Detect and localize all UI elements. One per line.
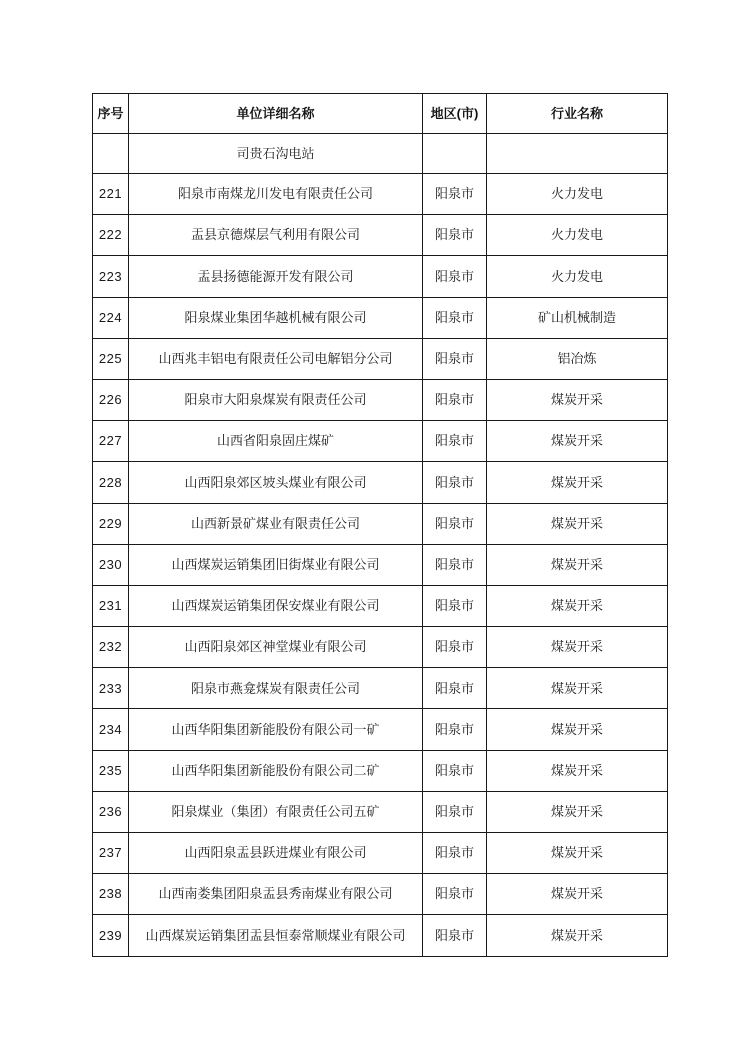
cell-region: 阳泉市	[423, 709, 487, 750]
cell-region: 阳泉市	[423, 833, 487, 874]
table-row	[93, 134, 668, 174]
cell-region: 阳泉市	[423, 627, 487, 668]
cell-no: 231	[93, 585, 129, 626]
cell-no: 222	[93, 215, 129, 256]
cell-name: 山西煤炭运销集团盂县恒泰常顺煤业有限公司	[129, 915, 423, 956]
cell-name: 山西阳泉郊区坡头煤业有限公司	[129, 462, 423, 503]
cell-region: 阳泉市	[423, 338, 487, 379]
cell-region: 阳泉市	[423, 668, 487, 709]
cell-name: 山西华阳集团新能股份有限公司一矿	[129, 709, 423, 750]
cell-no: 235	[93, 750, 129, 791]
cell-industry: 煤炭开采	[487, 627, 668, 668]
cell-region: 阳泉市	[423, 379, 487, 420]
cell-name: 山西兆丰铝电有限责任公司电解铝分公司	[129, 338, 423, 379]
col-header-no: 序号	[93, 94, 129, 134]
cell-industry: 煤炭开采	[487, 544, 668, 585]
cell-name: 山西省阳泉固庄煤矿	[129, 421, 423, 462]
cell-industry: 煤炭开采	[487, 791, 668, 832]
cell-region: 阳泉市	[423, 297, 487, 338]
cell-no: 237	[93, 833, 129, 874]
cell-industry: 火力发电	[487, 215, 668, 256]
table-row	[93, 791, 668, 832]
cell-name: 山西煤炭运销集团旧街煤业有限公司	[129, 544, 423, 585]
cell-no: 229	[93, 503, 129, 544]
cell-name: 阳泉煤业集团华越机械有限公司	[129, 297, 423, 338]
cell-region: 阳泉市	[423, 256, 487, 297]
cell-region: 阳泉市	[423, 174, 487, 215]
cell-industry: 煤炭开采	[487, 668, 668, 709]
cell-no: 230	[93, 544, 129, 585]
col-header-industry: 行业名称	[487, 94, 668, 134]
table-row	[93, 668, 668, 709]
cell-no: 233	[93, 668, 129, 709]
cell-industry: 煤炭开采	[487, 503, 668, 544]
table-row	[93, 174, 668, 215]
cell-region: 阳泉市	[423, 421, 487, 462]
cell-industry: 煤炭开采	[487, 833, 668, 874]
table-row	[93, 462, 668, 503]
cell-name: 阳泉煤业（集团）有限责任公司五矿	[129, 791, 423, 832]
cell-no: 227	[93, 421, 129, 462]
table-row	[93, 297, 668, 338]
cell-no: 226	[93, 379, 129, 420]
table-row	[93, 750, 668, 791]
cell-region: 阳泉市	[423, 750, 487, 791]
cell-region: 阳泉市	[423, 215, 487, 256]
cell-name: 山西南娄集团阳泉盂县秀南煤业有限公司	[129, 874, 423, 915]
cell-region: 阳泉市	[423, 585, 487, 626]
table-row	[93, 833, 668, 874]
cell-no: 228	[93, 462, 129, 503]
cell-name: 山西阳泉盂县跃进煤业有限公司	[129, 833, 423, 874]
company-table	[92, 93, 668, 957]
cell-no: 225	[93, 338, 129, 379]
table-row	[93, 544, 668, 585]
cell-industry: 煤炭开采	[487, 421, 668, 462]
cell-no: 223	[93, 256, 129, 297]
cell-no: 238	[93, 874, 129, 915]
cell-industry	[487, 134, 668, 174]
cell-no	[93, 134, 129, 174]
cell-industry: 火力发电	[487, 174, 668, 215]
cell-name: 山西新景矿煤业有限责任公司	[129, 503, 423, 544]
table-row	[93, 709, 668, 750]
cell-name: 山西阳泉郊区神堂煤业有限公司	[129, 627, 423, 668]
cell-no: 239	[93, 915, 129, 956]
table-row	[93, 503, 668, 544]
table-row	[93, 627, 668, 668]
cell-no: 232	[93, 627, 129, 668]
table-row	[93, 379, 668, 420]
cell-no: 224	[93, 297, 129, 338]
cell-name: 盂县扬德能源开发有限公司	[129, 256, 423, 297]
table-row	[93, 421, 668, 462]
cell-industry: 煤炭开采	[487, 750, 668, 791]
cell-industry: 煤炭开采	[487, 709, 668, 750]
cell-industry: 火力发电	[487, 256, 668, 297]
cell-name: 司贵石沟电站	[129, 134, 423, 174]
col-header-name: 单位详细名称	[129, 94, 423, 134]
cell-no: 236	[93, 791, 129, 832]
cell-industry: 矿山机械制造	[487, 297, 668, 338]
table-row	[93, 338, 668, 379]
cell-region: 阳泉市	[423, 544, 487, 585]
cell-region: 阳泉市	[423, 791, 487, 832]
cell-industry: 煤炭开采	[487, 379, 668, 420]
cell-name: 阳泉市燕龛煤炭有限责任公司	[129, 668, 423, 709]
cell-industry: 煤炭开采	[487, 874, 668, 915]
cell-region: 阳泉市	[423, 874, 487, 915]
cell-region: 阳泉市	[423, 915, 487, 956]
cell-industry: 煤炭开采	[487, 462, 668, 503]
cell-name: 盂县京德煤层气利用有限公司	[129, 215, 423, 256]
table-row	[93, 215, 668, 256]
cell-industry: 煤炭开采	[487, 585, 668, 626]
col-header-region: 地区(市)	[423, 94, 487, 134]
cell-name: 阳泉市南煤龙川发电有限责任公司	[129, 174, 423, 215]
cell-no: 234	[93, 709, 129, 750]
cell-region: 阳泉市	[423, 462, 487, 503]
cell-no: 221	[93, 174, 129, 215]
cell-region: 阳泉市	[423, 503, 487, 544]
cell-industry: 煤炭开采	[487, 915, 668, 956]
table-row	[93, 256, 668, 297]
table-row	[93, 874, 668, 915]
table-row	[93, 585, 668, 626]
cell-name: 阳泉市大阳泉煤炭有限责任公司	[129, 379, 423, 420]
cell-name: 山西华阳集团新能股份有限公司二矿	[129, 750, 423, 791]
cell-industry: 铝冶炼	[487, 338, 668, 379]
cell-name: 山西煤炭运销集团保安煤业有限公司	[129, 585, 423, 626]
cell-region	[423, 134, 487, 174]
table-row	[93, 915, 668, 956]
header-row	[93, 94, 668, 134]
